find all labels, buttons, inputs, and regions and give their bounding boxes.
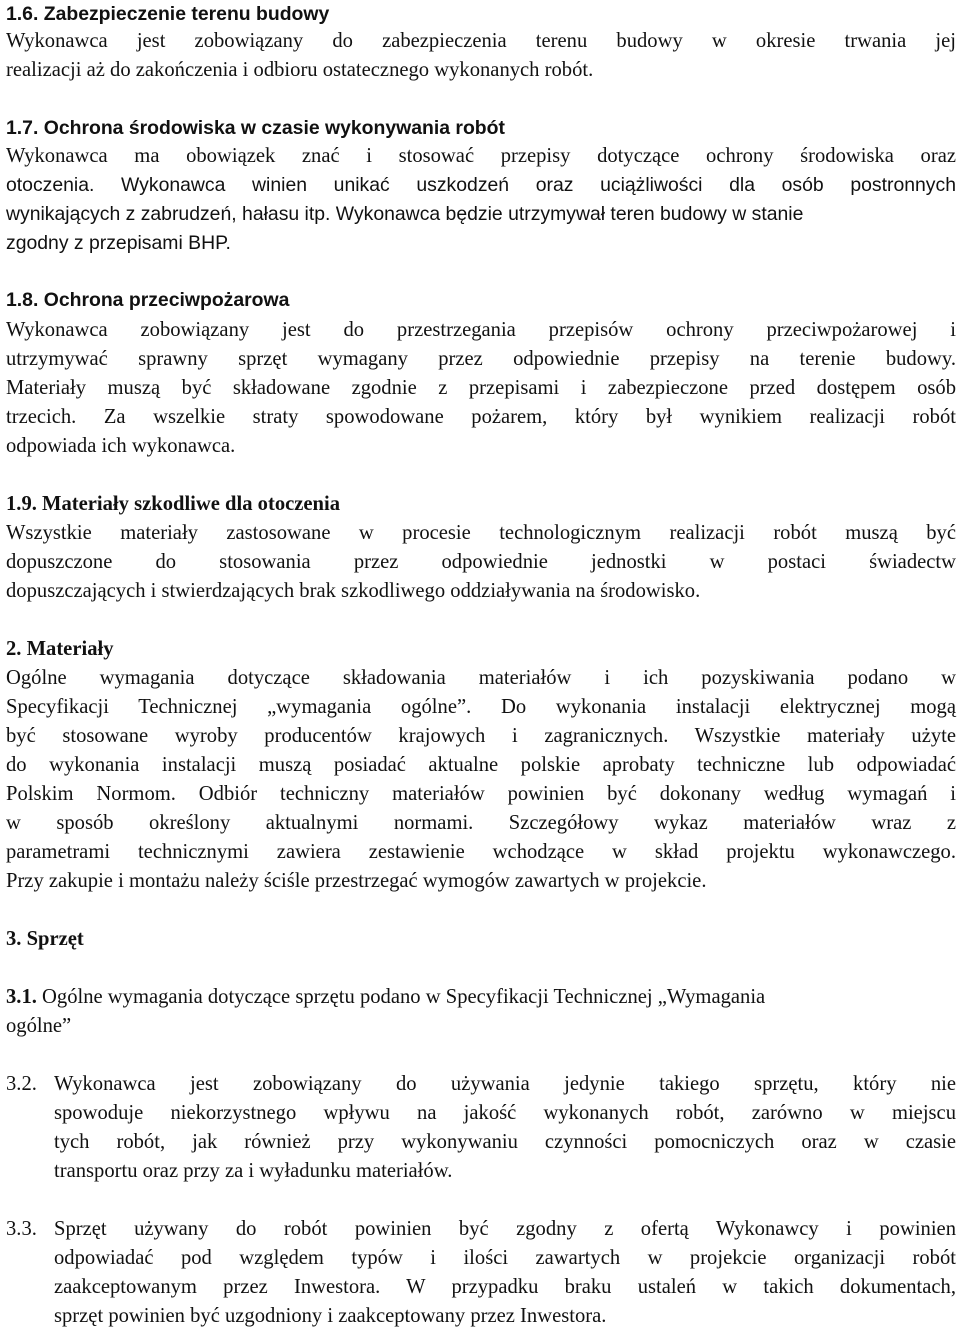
paragraph-text: odpowiadać pod względem typów i ilości zawartych w projekcie organizacji robót <box>54 1247 956 1269</box>
paragraph-text: Ogólne wymagania dotyczące sprzętu podano w Specyfikacji Technicznej „Wymagania <box>36 986 766 1008</box>
paragraph-line <box>6 1273 956 1302</box>
section-2-heading: 2. Materiały <box>6 638 114 660</box>
paragraph-text: tych robót, jak również przy wykonywaniu czynności pomocniczych oraz w czasie <box>54 1131 956 1153</box>
paragraph-line: wynikających z zabrudzeń, hałasu itp. Wykonawca będzie utrzymywał teren budowy w stanie <box>6 203 804 225</box>
paragraph-number: 3.3. <box>6 1218 37 1240</box>
paragraph-line: otoczenia. Wykonawca winien unikać uszkodzeń oraz uciążliwości dla osób postronnych <box>6 174 956 196</box>
paragraph-line: Wszystkie materiały zastosowane w procesie technologicznym realizacji robót muszą być <box>6 522 956 544</box>
paragraph-line <box>6 1302 956 1331</box>
paragraph-line: ogólne” <box>6 1015 72 1037</box>
paragraph-line: Ogólne wymagania dotyczące składowania materiałów i ich pozyskiwania podano w <box>6 667 956 689</box>
paragraph-line: do wykonania instalacji muszą posiadać aktualne polskie aprobaty techniczne lub odpowiadać <box>6 754 956 776</box>
paragraph-line <box>6 1157 956 1186</box>
paragraph-line: utrzymywać sprawny sprzęt wymagany przez odpowiednie przepisy na terenie budowy. <box>6 348 956 370</box>
paragraph-line: dopuszczających i stwierdzających brak szkodliwego oddziaływania na środowisko. <box>6 580 701 602</box>
paragraph-line: realizacji aż do zakończenia i odbioru ostatecznego wykonanych robót. <box>6 59 594 81</box>
paragraph-number: 3.2. <box>6 1073 37 1095</box>
paragraph-line <box>6 1099 956 1128</box>
paragraph-text: Wykonawca jest zobowiązany do używania jedynie takiego sprzętu, który nie <box>54 1073 956 1095</box>
paragraph-line: być stosowane wyroby producentów krajowych i zagranicznych. Wszystkie materiały użyte <box>6 725 956 747</box>
section-1-7-heading: 1.7. Ochrona środowiska w czasie wykonywania robót <box>6 117 505 139</box>
paragraph-line: Polskim Normom. Odbiór techniczny materiałów powinien być dokonany według wymagań i <box>6 783 956 805</box>
paragraph-line: zgodny z przepisami BHP. <box>6 232 231 254</box>
section-1-9-heading: 1.9. Materiały szkodliwe dla otoczenia <box>6 493 341 515</box>
paragraph-line: dopuszczone do stosowania przez odpowiednie jednostki w postaci świadectw <box>6 551 956 573</box>
paragraph-text: spowoduje niekorzystnego wpływu na jakość wykonanych robót, zarówno w miejscu <box>54 1102 956 1124</box>
paragraph-text: Sprzęt używany do robót powinien być zgodny z ofertą Wykonawcy i powinien <box>54 1218 956 1240</box>
paragraph-line <box>6 1128 956 1157</box>
section-1-6-heading: 1.6. Zabezpieczenie terenu budowy <box>6 3 330 25</box>
paragraph-3-1-line <box>6 983 956 1012</box>
paragraph-number: 3.1. <box>6 986 37 1008</box>
paragraph-text: zaakceptowanym przez Inwestora. W przypadku braku ustaleń w takich dokumentach, <box>54 1276 956 1298</box>
paragraph-3-2-line <box>6 1070 956 1099</box>
paragraph-line: Wykonawca zobowiązany jest do przestrzegania przepisów ochrony przeciwpożarowej i <box>6 319 956 341</box>
paragraph-line: Przy zakupie i montażu należy ściśle przestrzegać wymogów zawartych w projekcie. <box>6 870 707 892</box>
paragraph-line: w sposób określony aktualnymi normami. Szczegółowy wykaz materiałów wraz z <box>6 812 956 834</box>
paragraph-line: odpowiada ich wykonawca. <box>6 435 236 457</box>
paragraph-line: Wykonawca jest zobowiązany do zabezpieczenia terenu budowy w okresie trwania jej <box>6 30 956 52</box>
paragraph-line: Specyfikacji Technicznej „wymagania ogólne”. Do wykonania instalacji elektrycznej mogą <box>6 696 956 718</box>
paragraph-line: trzecich. Za wszelkie straty spowodowane pożarem, który był wynikiem realizacji robót <box>6 406 956 428</box>
paragraph-text: sprzęt powinien być uzgodniony i zaakceptowany przez Inwestora. <box>54 1305 607 1327</box>
paragraph-line: parametrami technicznymi zawiera zestawienie wchodzące w skład projektu wykonawczego. <box>6 841 956 863</box>
paragraph-line: Wykonawca ma obowiązek znać i stosować przepisy dotyczące ochrony środowiska oraz <box>6 145 956 167</box>
paragraph-text: transportu oraz przy za i wyładunku materiałów. <box>54 1160 453 1182</box>
paragraph-line <box>6 1244 956 1273</box>
paragraph-3-3-line <box>6 1215 956 1244</box>
section-1-8-heading: 1.8. Ochrona przeciwpożarowa <box>6 289 290 311</box>
paragraph-line: Materiały muszą być składowane zgodnie z przepisami i zabezpieczone przed dostępem osób <box>6 377 956 399</box>
section-3-heading: 3. Sprzęt <box>6 928 84 950</box>
